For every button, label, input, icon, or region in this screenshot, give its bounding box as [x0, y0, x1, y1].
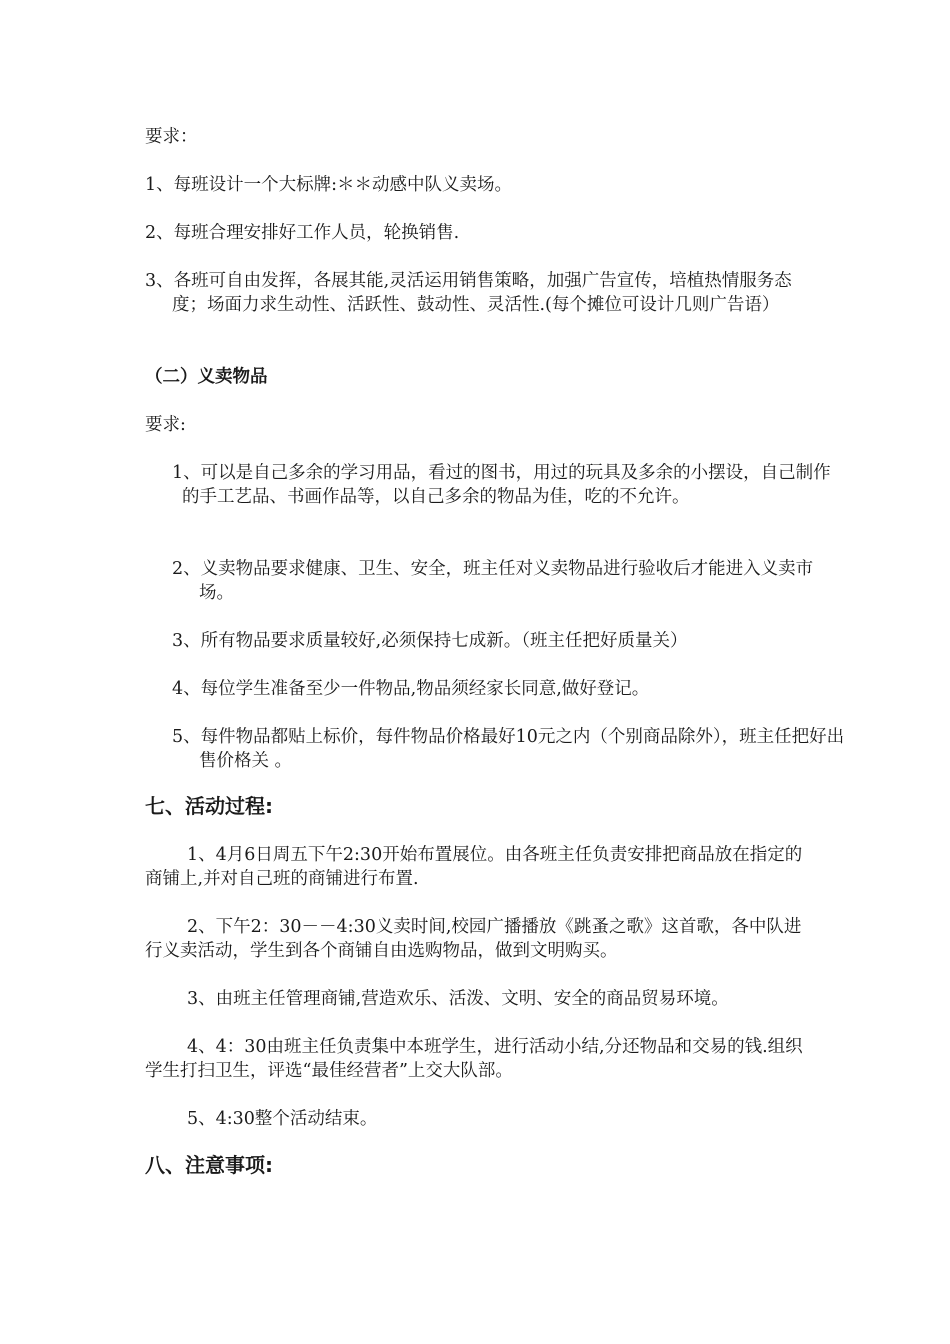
list-item: 2、义卖物品要求健康、卫生、安全，班主任对义卖物品进行验收后才能进入义卖市场。 — [172, 559, 814, 603]
list-item: 1、可以是自己多余的学习用品，看过的图书，用过的玩具及多余的小摆设，自己制作的手工艺品、书画作品等，以自己多余的物品为佳，吃的不允许。 — [172, 463, 831, 507]
list-item: 2、每班合理安排好工作人员，轮换销售. — [145, 223, 460, 243]
list-item: 5、4:30整个活动结束。 — [187, 1109, 378, 1129]
requirements-label: 要求: — [145, 415, 186, 435]
section-heading: 八、注意事项: — [145, 1153, 273, 1177]
list-item: 5、每件物品都贴上标价，每件物品价格最好10元之内（个别商品除外），班主任把好出售价格关 。 — [172, 727, 845, 771]
list-item: 4、每位学生准备至少一件物品,物品须经家长同意,做好登记。 — [172, 679, 650, 699]
list-item: 3、由班主任管理商铺,营造欢乐、活泼、文明、安全的商品贸易环境。 — [187, 989, 729, 1009]
list-item: 2、下午2：30－－4:30义卖时间,校园广播播放《跳蚤之歌》这首歌，各中队进行义卖活动，学生到各个商铺自由选购物品，做到文明购买。 — [145, 917, 802, 961]
list-item: 4、4：30由班主任负责集中本班学生，进行活动小结,分还物品和交易的钱.组织学生打扫卫生，评选“最佳经营者”上交大队部。 — [145, 1037, 803, 1081]
list-item: 1、4月6日周五下午2:30开始布置展位。由各班主任负责安排把商品放在指定的商铺上,并对自己班的商铺进行布置. — [145, 845, 803, 889]
requirements-label: 要求： — [145, 127, 198, 147]
section-heading: 七、活动过程: — [145, 794, 273, 818]
list-item: 1、每班设计一个大标牌:＊＊动感中队义卖场。 — [145, 175, 513, 195]
list-item: 3、各班可自由发挥，各展其能,灵活运用销售策略，加强广告宣传，培植热情服务态度；场面力求生动性、活跃性、鼓动性、灵活性.(每个摊位可设计几则广告语） — [145, 271, 792, 315]
section-heading: （二）义卖物品 — [145, 367, 268, 387]
list-item: 3、所有物品要求质量较好,必须保持七成新。（班主任把好质量关） — [172, 631, 688, 651]
